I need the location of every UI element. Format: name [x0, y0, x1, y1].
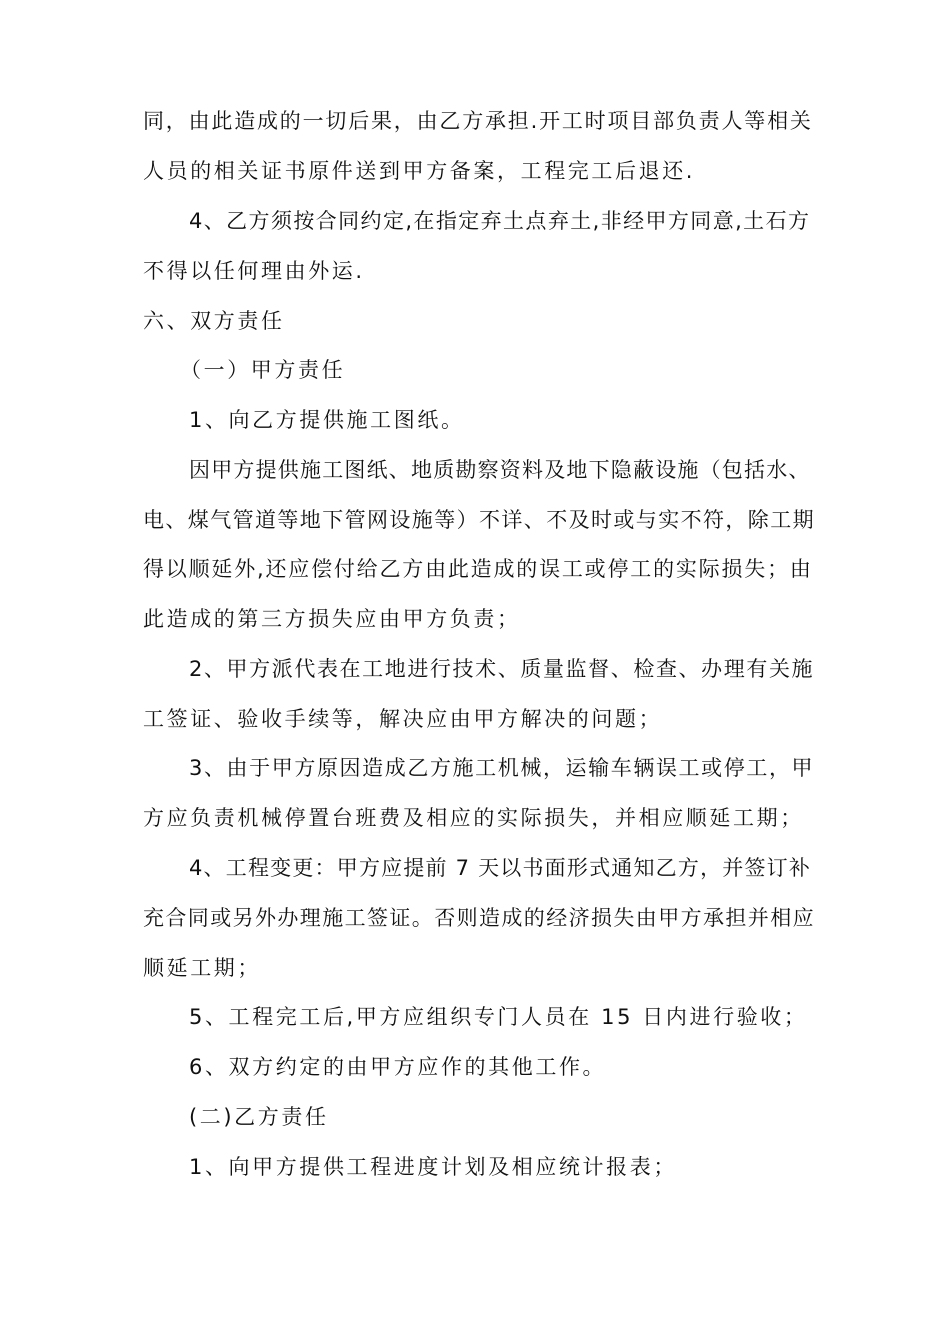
list-item: 1、向甲方提供工程进度计划及相应统计报表；: [189, 1155, 677, 1179]
paragraph-line: 4、乙方须按合同约定,在指定弃土点弃土,非经甲方同意,土石方: [189, 209, 811, 233]
subsection-heading: (二)乙方责任: [189, 1105, 329, 1129]
paragraph-line: 顺延工期；: [143, 956, 261, 980]
paragraph-line: 不得以任何理由外运.: [143, 259, 365, 283]
subsection-heading: （一）甲方责任: [180, 358, 346, 382]
paragraph-line: 方应负责机械停置台班费及相应的实际损失，并相应顺延工期；: [143, 806, 804, 830]
paragraph-line: 电、煤气管道等地下管网设施等）不详、不及时或与实不符，除工期: [143, 508, 815, 532]
section-heading: 六、双方责任: [143, 309, 285, 333]
list-item: 5、工程完工后,甲方应组织专门人员在 15 日内进行验收；: [189, 1005, 808, 1029]
paragraph-line: 因甲方提供施工图纸、地质勘察资料及地下隐蔽设施（包括水、: [189, 458, 811, 482]
paragraph-line: 得以顺延外,还应偿付给乙方由此造成的误工或停工的实际损失；由: [143, 557, 813, 581]
paragraph-line: 此造成的第三方损失应由甲方负责；: [143, 607, 521, 631]
list-item: 6、双方约定的由甲方应作的其他工作。: [189, 1055, 607, 1079]
list-item: 2、甲方派代表在工地进行技术、质量监督、检查、办理有关施: [189, 657, 815, 681]
paragraph-line: 同，由此造成的一切后果，由乙方承担.开工时项目部负责人等相关: [143, 109, 813, 133]
list-item: 4、工程变更：甲方应提前 7 天以书面形式通知乙方，并签订补: [189, 856, 812, 880]
list-item: 3、由于甲方原因造成乙方施工机械，运输车辆误工或停工，甲: [189, 756, 815, 780]
paragraph-line: 工签证、验收手续等，解决应由甲方解决的问题；: [143, 707, 663, 731]
paragraph-line: 人员的相关证书原件送到甲方备案，工程完工后退还.: [143, 159, 696, 183]
list-item: 1、向乙方提供施工图纸。: [189, 408, 465, 432]
paragraph-line: 充合同或另外办理施工签证。否则造成的经济损失由甲方承担并相应: [143, 906, 815, 930]
